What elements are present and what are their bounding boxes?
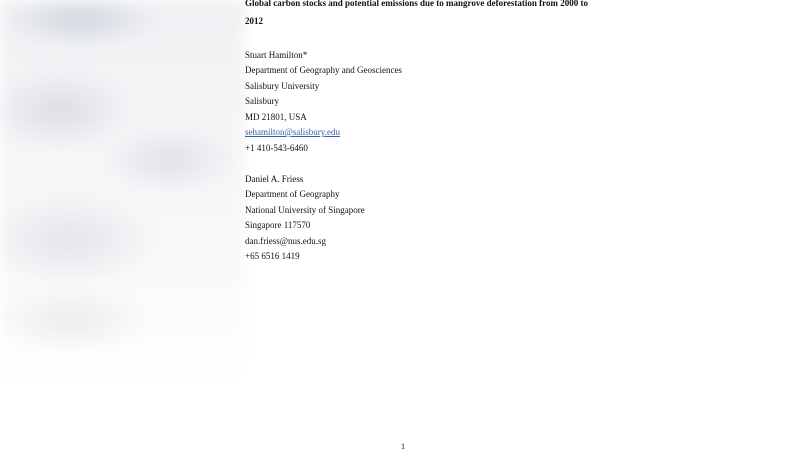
author2-department: Department of Geography	[245, 189, 340, 199]
author2-name: Daniel A. Friess	[245, 174, 304, 184]
author1-email-link[interactable]: sehamilton@salisbury.edu	[245, 127, 340, 137]
author2-postal: Singapore 117570	[245, 220, 311, 230]
author1-institution: Salisbury University	[245, 81, 320, 91]
author2-institution: National University of Singapore	[245, 205, 365, 215]
author1-city: Salisbury	[245, 96, 280, 106]
author1-postal: MD 21801, USA	[245, 112, 307, 122]
author1-department: Department of Geography and Geosciences	[245, 65, 402, 75]
paper-title-line-2: 2012	[245, 16, 263, 26]
author1-phone: +1 410-543-6460	[245, 143, 308, 153]
blurred-side-panel	[0, 0, 245, 450]
paper-title-line-1: Global carbon stocks and potential emissions due to mangrove deforestation from 2000 to	[245, 0, 589, 8]
page-number: 1	[401, 442, 405, 450]
author2-phone: +65 6516 1419	[245, 251, 300, 261]
author2-email: dan.friess@nus.edu.sg	[245, 236, 327, 246]
author1-name: Stuart Hamilton*	[245, 50, 308, 60]
